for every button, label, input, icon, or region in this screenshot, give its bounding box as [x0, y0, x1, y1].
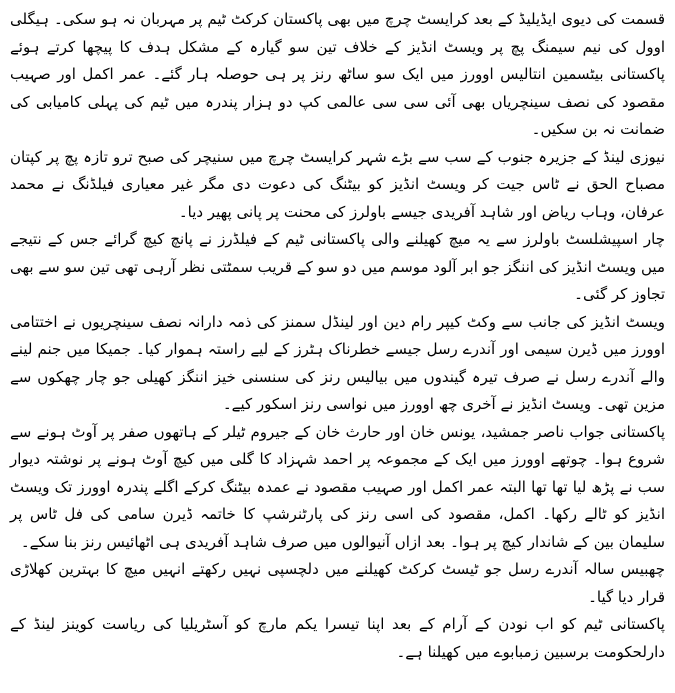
paragraph-7: پاکستانی ٹیم کو اب نودن کے آرام کے بعد اپنا تیسرا یکم مارچ کو آسٹریلیا کی ریاست کوینز لینڈ کے دارلحکومت برسبین زمبابوے میں کھیلنا ہے۔: [10, 615, 665, 661]
paragraph-6: چھبیس سالہ آندرے رسل جو ٹیسٹ کرکٹ کھیلنے میں دلچسپی نہیں رکھتے انہیں میچ کا بہترین کھلاڑی قرار دیا گیا۔: [10, 560, 665, 606]
paragraph-3: چار اسپیشلسٹ باولرز سے یہ میچ کھیلنے والی پاکستانی ٹیم کے فیلڈرز نے پانچ کیچ گرائے جس کے نتیجے میں ویسٹ انڈیز کی اننگز جو ابر آلود موسم میں دو سو کے قریب سمٹتی نظر آرہی تھی تین سو سے بھی تجاوز کر گئی۔: [10, 230, 665, 303]
paragraph-4: ویسٹ انڈیز کی جانب سے وکٹ کیپر رام دین اور لینڈل سمنز کی ذمہ دارانہ نصف سینچریوں نے اختتامی اوورز میں ڈیرن سیمی اور آندرے رسل جیسے خطرناک ہٹرز کے لیے راستہ ہموار کیا۔ جمیکا میں جنم لینے والے آندرے رسل نے صرف تیرہ گیندوں میں بیالیس رنز کی سنسنی خیز اننگز کھیلی جو چار چھکوں سے مزین تھی۔ ویسٹ انڈیز نے آخری چھ اوورز میں نواسی رنز اسکور کیے۔: [10, 312, 665, 413]
paragraph-5: پاکستانی جواب ناصر جمشید، یونس خان اور حارث خان کے جیروم ٹیلر کے ہاتھوں صفر پر آوٹ ہونے سے شروع ہوا۔ چوتھے اوورز میں ایک کے مجموعہ پر احمد شہزاد کا گلی میں کیچ آوٹ ہونے پر نوشتہ دیوار سب نے پڑھ لیا تھا تھا البتہ عمر اکمل اور صہیب مقصود نے عمدہ بیٹنگ کرکے اگلے پندرہ اوورز تک ویسٹ انڈیز کو ٹالے رکھا۔ اکمل، مقصود کی اسی رنز کی پارٹنرشپ کا خاتمہ ڈیرن سامی کی فل ٹاس پر سلیمان بین کے شاندار کیچ پر ہوا۔ بعد ازاں آنیوالوں میں صرف شاہد آفریدی ہی اٹھائیس رنز بنا سکے۔: [10, 422, 666, 551]
paragraph-2: نیوزی لینڈ کے جزیرہ جنوب کے سب سے بڑے شہر کرایسٹ چرچ میں سنیچر کی صبح ترو تازہ پچ پر کپتان مصباح الحق نے ٹاس جیت کر ویسٹ انڈیز کو بیٹنگ کی دعوت دی مگر غیر معیاری فیلڈنگ نے محمد عرفان، وہاب ریاض اور شاہد آفریدی جیسے باولرز کی محنت پر پانی پھیر دیا۔: [10, 147, 665, 221]
paragraph-1: قسمت کی دیوی ایڈیلیڈ کے بعد کرایسٹ چرچ میں بھی پاکستان کرکٹ ٹیم پر مہربان نہ ہو سکی۔ ہیگلی اوول کی نیم سیمنگ پچ پر ویسٹ انڈیز کے خلاف تین سو گیارہ کے مشکل ہدف کا پیچھا کرتے ہوئے پاکستانی بیٹسمین انتالیس اوورز میں ایک سو ساٹھ رنز پر ہی حوصلہ ہار گئے۔ عمر اکمل اور صہیب مقصود کی نصف سینچریاں بھی آئی سی سی عالمی کپ دو ہزار پندرہ میں ٹیم کی پہلی کامیابی کی ضمانت نہ بن سکیں۔: [10, 10, 665, 138]
